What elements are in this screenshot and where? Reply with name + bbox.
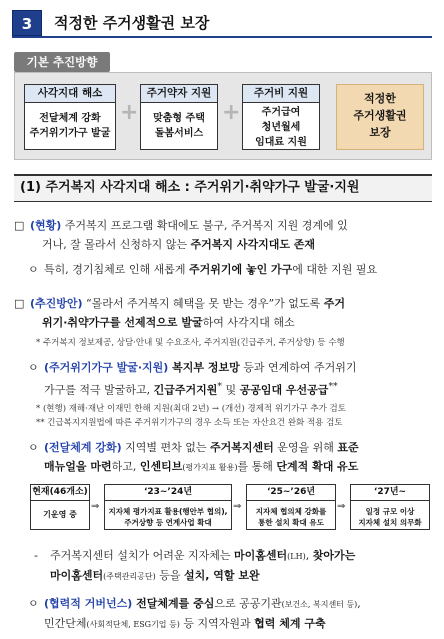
emphasis: 주거위기에 놓인 가구 (189, 263, 293, 276)
text: 가구를 적극 발굴하고, (44, 383, 154, 397)
timeline-line: 주거상향 등 연계사업 확대 (124, 518, 212, 527)
text: 민간단체 (44, 617, 87, 630)
text: “몰라서 주거복지 혜택을 못 받는 경우”가 없도록 (82, 297, 324, 310)
card-vulnerable-support (140, 84, 218, 150)
small-text: (사회적단체, ESG기업 등) (86, 620, 180, 629)
section-header (12, 8, 432, 38)
emphasis: 인센티브 (139, 460, 183, 473)
text: 주거복지센터 설치가 어려운 지자체는 (50, 549, 235, 562)
small-text: (평가지표 활용) (182, 463, 238, 472)
card-title: 사각지대 해소 (25, 85, 115, 103)
plus-icon: + (120, 100, 139, 125)
tag-status: (현황) (30, 219, 62, 232)
footnote: * (현행) 재해·재난 이재민 한해 지원(최대 2년) → (개선) 경제적 위기가구 추가 검토 (36, 404, 346, 414)
timeline-head: ‘23~’24년 (105, 485, 231, 501)
timeline-body (247, 506, 335, 528)
footnote-mark: * (217, 381, 222, 392)
card-line: 맞춤형 주택 (153, 113, 205, 124)
dash-bullet-icon: - (34, 549, 38, 562)
timeline-line: 일정 규모 이상 (365, 507, 415, 516)
text: 를 통해 (237, 460, 277, 473)
text: 하여 사각지대 해소 (202, 316, 295, 329)
card-housing-cost-support (242, 84, 320, 150)
timeline-line: 지자체 설치 의무화 (358, 518, 422, 527)
paragraph-crisis-households (28, 358, 434, 400)
text: 및 (221, 383, 240, 397)
footnote: * 주거복지 정보제공, 상담·안내 및 수요조사, 주거지원(긴급주거, 주거상향) 등 수행 (36, 338, 345, 348)
timeline-body (31, 509, 89, 520)
text: 특히, 경기침체로 인해 새롭게 (44, 263, 189, 276)
card-line: 주거급여 (261, 107, 301, 118)
emphasis: 복지부 정보망 (168, 361, 240, 374)
paragraph-delivery-system (28, 438, 434, 477)
plus-icon: + (222, 100, 241, 125)
timeline-body (351, 506, 429, 528)
emphasis: 마이홈센터 (234, 549, 288, 562)
paragraph-status-sub (28, 260, 434, 279)
text: 하고, (111, 460, 140, 473)
text: , (357, 597, 361, 610)
emphasis: 단계적 확대 유도 (276, 460, 359, 473)
card-body (141, 111, 217, 141)
basic-direction-tab: 기본 추진방향 (14, 52, 110, 72)
square-bullet-icon: □ (14, 297, 25, 310)
emphasis: 주거 (323, 297, 345, 310)
arrow-right-icon: ⇒ (233, 501, 242, 512)
timeline-line: 지자체 협의체 강화를 (255, 507, 327, 516)
timeline-stage-2027 (350, 484, 430, 530)
card-title: 주거비 지원 (243, 85, 319, 103)
tag-governance: (협력적 거버넌스) (44, 597, 133, 610)
timeline-stage-current (30, 484, 90, 530)
timeline-line: 통한 설치 확대 유도 (258, 518, 324, 527)
timeline-line: 지자체 평가지표 활용(행안부 협의), (108, 507, 228, 516)
small-text: (LH) (287, 552, 306, 561)
paragraph-myhome-center (34, 546, 436, 586)
goal-line: 주거생활권 (353, 109, 407, 122)
paragraph-plan (14, 294, 434, 332)
paragraph-status (14, 216, 434, 254)
timeline-stage-2025-2026 (246, 484, 336, 530)
arrow-right-icon: ⇒ (337, 501, 346, 512)
emphasis: 전달체계를 중심 (132, 597, 215, 610)
goal-line: 보장 (369, 126, 391, 139)
text: 거나, 잘 몰라서 신청하지 않는 (42, 238, 191, 251)
card-line: 청년월세 (261, 122, 301, 133)
emphasis: 표준 (337, 441, 359, 454)
card-body (243, 105, 319, 150)
timeline-line: 기운영 중 (43, 510, 77, 519)
card-line: 주거위기가구 발굴 (29, 128, 111, 139)
emphasis: 공공임대 우선공급 (239, 383, 329, 397)
square-bullet-icon: □ (14, 219, 25, 232)
small-text: (보건소, 복지센터 등) (281, 600, 358, 609)
emphasis: 찾아가는 (312, 549, 356, 562)
circle-bullet-icon: ㅇ (28, 597, 39, 610)
goal-line: 적정한 (364, 92, 396, 105)
circle-bullet-icon: ㅇ (28, 263, 39, 276)
circle-bullet-icon: ㅇ (28, 361, 39, 374)
card-line: 전달체계 강화 (39, 113, 101, 124)
paragraph-governance (28, 594, 434, 634)
footnote-mark: ** (328, 381, 338, 392)
text: 으로 공공기관 (214, 597, 282, 610)
card-line: 임대료 지원 (255, 137, 307, 148)
timeline-body (105, 506, 231, 528)
circle-bullet-icon: ㅇ (28, 441, 39, 454)
text: 운영을 위해 (273, 441, 338, 454)
text: , (305, 549, 313, 562)
emphasis: 마이홈센터 (50, 569, 104, 582)
subsection-title: (1) 주거복지 사각지대 해소 : 주거위기·취약가구 발굴·지원 (14, 174, 432, 202)
text: 등 지역자원과 (179, 617, 255, 630)
emphasis: 협력 체계 구축 (254, 617, 326, 630)
text: 주거복지 프로그램 확대에도 불구, 주거복지 지원 경계에 있 (61, 219, 348, 232)
timeline-head: ‘27년~ (351, 485, 429, 501)
emphasis: 매뉴얼을 마련 (44, 460, 112, 473)
card-blind-spot (24, 84, 116, 150)
section-number: 3 (12, 10, 42, 36)
card-line: 돌봄서비스 (154, 128, 204, 139)
timeline-stage-2023-2024 (104, 484, 232, 530)
tag-delivery: (전달체계 강화) (44, 441, 122, 454)
card-body (25, 111, 115, 141)
section-title: 적정한 주거생활권 보장 (54, 14, 210, 32)
text: 등을 (155, 569, 185, 582)
emphasis: 긴급주거지원 (153, 383, 218, 397)
text: 에 대한 지원 필요 (292, 263, 378, 276)
text: 등과 연계하여 주거위기 (239, 361, 357, 374)
text: 지역별 편차 없는 (121, 441, 211, 454)
timeline-head: ‘25~’26년 (247, 485, 335, 501)
emphasis: 주거복지 사각지대도 존재 (190, 238, 316, 251)
emphasis: 위기·취약가구를 선제적으로 발굴 (42, 316, 203, 329)
small-text: (주택관리공단) (103, 572, 156, 581)
timeline-head: 현재(46개소) (31, 485, 89, 501)
goal-box (336, 84, 424, 150)
tag-crisis: (주거위기가구 발굴·지원) (44, 361, 169, 374)
footnote: ** 긴급복지지원법에 따른 주거위기가구의 경우 소득 또는 자산요건 완화 적용 검토 (36, 418, 343, 428)
emphasis: 주거복지센터 (210, 441, 274, 454)
card-title: 주거약자 지원 (141, 85, 217, 103)
tag-plan: (추진방안) (30, 297, 83, 310)
emphasis: 설치, 역할 보완 (184, 569, 260, 582)
arrow-right-icon: ⇒ (91, 501, 100, 512)
